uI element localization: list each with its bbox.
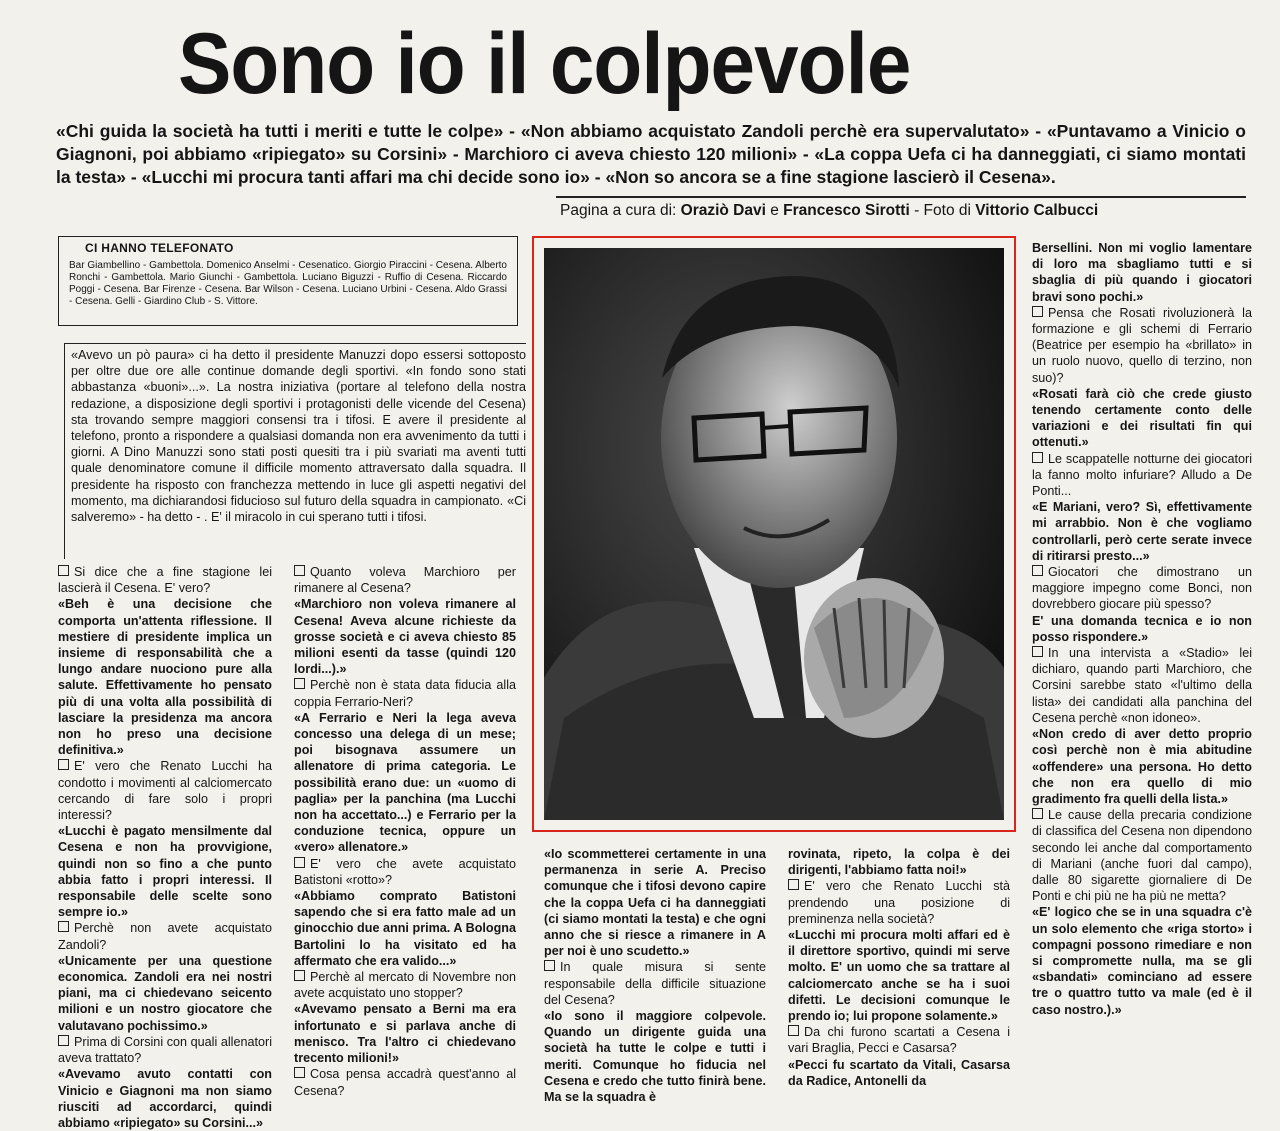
question-text: Le scappatelle notturne dei giocatori la fanno molto infuriare? Alludo a De Ponti... xyxy=(1032,451,1252,499)
question xyxy=(788,878,1010,927)
checkbox-bullet-icon xyxy=(58,1035,69,1046)
question xyxy=(1032,305,1252,386)
question-text: Prima di Corsini con quali allenatori aveva trattato? xyxy=(58,1034,272,1066)
question xyxy=(1032,645,1252,726)
column-4 xyxy=(788,846,1010,1106)
answer: rovinata, ripeto, la colpa è dei dirigenti, l'abbiamo fatta noi!» xyxy=(788,847,1010,878)
intro-paragraph xyxy=(64,343,526,559)
checkbox-bullet-icon xyxy=(544,960,555,971)
question-text: Le cause della precaria condizione di classifica del Cesena non dipendono secondo lei anche dal comportamento di Mariani (anche fuori dal campo), dalle 80 sigarette giornaliere di De Ponti e chi più ne ha più ne metta? xyxy=(1032,808,1252,904)
question-text: Cosa pensa accadrà quest'anno al Cesena? xyxy=(294,1067,516,1098)
phone-callers-box xyxy=(58,236,518,326)
answer: «Avevamo pensato a Berni ma era infortunato e si parlava anche di menisco. Tra l'altro ci chiedevano trecento milioni!» xyxy=(294,1002,516,1066)
checkbox-bullet-icon xyxy=(1032,565,1043,576)
question-text: Si dice che a fine stagione lei lascierà il Cesena. E' vero? xyxy=(58,565,272,596)
credits-rule xyxy=(556,196,1246,198)
checkbox-bullet-icon xyxy=(1032,452,1043,463)
question xyxy=(1032,564,1252,613)
answer: «Avevamo avuto contatti con Vinicio e Giagnoni ma non siamo riusciti ad accordarci, quindi abbiamo «ripiegato» su Corsini...» xyxy=(58,1067,272,1130)
question xyxy=(58,920,272,952)
author-2: Francesco Sirotti xyxy=(783,202,910,219)
question xyxy=(294,969,516,1001)
column-1 xyxy=(58,564,272,1130)
question xyxy=(294,856,516,888)
checkbox-bullet-icon xyxy=(294,970,305,981)
answer: «Unicamente per una questione economica. Zandoli era nei nostri piani, ma ci chiedevano seicento milioni e un nostro giocatore che valutavano pochissimo.» xyxy=(58,953,272,1033)
checkbox-bullet-icon xyxy=(58,759,69,770)
question-text: Perchè non è stata data fiducia alla coppia Ferrario-Neri? xyxy=(294,678,516,709)
photo-frame xyxy=(532,236,1016,832)
question-text: In una intervista a «Stadio» lei dichiaro, quando parti Marchioro, che Corsini sarebbe stato «l'ultimo della lista» dei candidati alla panchina del Cesena perchè «non idoneo». xyxy=(1032,646,1252,725)
answer: «E Mariani, vero? Sì, effettivamente mi arrabbio. Non è che vogliamo controllarli, però certe serate invece di ritirarsi presto...» xyxy=(1032,500,1252,563)
photo-credit-prefix: - Foto di xyxy=(909,202,976,219)
checkbox-bullet-icon xyxy=(294,565,305,576)
checkbox-bullet-icon xyxy=(58,565,69,576)
question xyxy=(1032,451,1252,500)
question-text: Pensa che Rosati rivoluzionerà la formazione e gli schemi di Ferrario (Beatrice per esempio ha «brillato» in un ruolo nuovo, quello di terzino, non suo)? xyxy=(1032,305,1252,385)
intro-text: «Avevo un pò paura» ci ha detto il presidente Manuzzi dopo essersi sottoposto per oltre due ore alle continue domande degli sportivi. «In fondo sono stati abbastanza «buoni»...». La nostra iniziativa (portare al telefono della nostra redazione, a disposizione degli sportivi i protagonisti delle vicende del Cesena) sta trovando sempre maggiori consensi tra i tifosi. E avere il presidente al telefono, pronto a rispondere a qualsiasi domanda non era avvenimento da tutti i giorni. A Dino Manuzzi sono stati posti quesiti tra i più svariati ma aventi tutti quale denominatore comune il difficile momento attraversato dalla squadra. Il presidente ha risposto con franchezza mettendo in luce gli aspetti negativi del momento, ma dichiarandosi fiducioso sul futuro della squadra in campionato. «Ci salveremo» - ha detto - . E' il miracolo in cui sperano tutti i tifosi. xyxy=(71,348,526,525)
column-5 xyxy=(1032,240,1252,1110)
phone-box-title: CI HANNO TELEFONATO xyxy=(85,241,234,255)
answer: «Marchioro non voleva rimanere al Cesena! Aveva alcune richieste da grosse società e ci aveva chiesto 85 milioni esenti da tasse (quindi 120 lordi...).» xyxy=(294,597,516,677)
answer: «E' logico che se in una squadra c'è un solo elemento che «riga storto» i compagni possono rimediare e non si compromette nulla, ma se gli «sbandati» cominciano ad essere tre o quattro tutto va male (ed è il caso nostro.).» xyxy=(1032,905,1252,1017)
question-text: E' vero che Renato Lucchi ha condotto i movimenti al calciomercato cercando di fare solo i propri interessi? xyxy=(58,759,272,823)
question xyxy=(544,959,766,1008)
answer: Bersellini. Non mi voglio lamentare di loro ma sbagliamo tutti e si sbaglia di più quando i giocatori bravi sono pochi.» xyxy=(1032,241,1252,304)
portrait-photo xyxy=(544,248,1004,820)
question xyxy=(294,564,516,596)
answer: «A Ferrario e Neri la lega aveva concesso una delega di un mese; poi bisognava assumere un allenatore di prima categoria. Le possibilità erano due: un «uomo di paglia» per la panchina (ma Lucchi non ha accettato...) e Ferrario per la conduzione tecnica, oppure un «vero» allenatore.» xyxy=(294,710,516,855)
answer: «Non credo di aver detto proprio così perchè non è mia abitudine «offendere» una persona. Ho detto che non era quello di mio gradimento fra quelli della lista.» xyxy=(1032,727,1252,806)
credits-prefix: Pagina a cura di: xyxy=(560,202,681,219)
headline: Sono io il colpevole xyxy=(178,16,911,112)
question xyxy=(788,1024,1010,1056)
credits-line xyxy=(560,201,1250,221)
answer: «Io scommetterei certamente in una permanenza in serie A. Preciso comunque che i tifosi devono capire che la coppa Uefa ci ha danneggiati (ci siamo montati la testa) e che ogni anno che si riesce a rimanere in A per noi è uno scudetto.» xyxy=(544,847,766,959)
checkbox-bullet-icon xyxy=(1032,808,1043,819)
answer: «Lucchi mi procura molti affari ed è il direttore sportivo, quindi mi serve molto. E' un uomo che sa trattare al calciomercato anche se ha i suoi difetti. Le decisioni comunque le prendo io; lui propone solamente.» xyxy=(788,928,1010,1024)
question xyxy=(58,1034,272,1066)
checkbox-bullet-icon xyxy=(1032,646,1043,657)
question-text: E' vero che Renato Lucchi stà prendendo una posizione di preminenza nella società? xyxy=(788,879,1010,926)
question-text: Perchè al mercato di Novembre non avete acquistato uno stopper? xyxy=(294,970,516,1001)
answer: «Pecci fu scartato da Vitali, Casarsa da Radice, Antonelli da xyxy=(788,1057,1010,1088)
question xyxy=(1032,807,1252,904)
column-3 xyxy=(544,846,766,1106)
photographer: Vittorio Calbucci xyxy=(975,202,1099,219)
author-1: Oraziò Davi xyxy=(680,202,766,219)
answer: «Abbiamo comprato Batistoni sapendo che si era fatto male ad un ginocchio due anni prima. A Bologna Bartolini lo ha visitato ed ha affermato che era valido...» xyxy=(294,889,516,968)
answer: «Rosati farà ciò che crede giusto tenendo certamente conto delle variazioni e dei risultati fin qui ottenuti.» xyxy=(1032,386,1252,450)
question-text: E' vero che avete acquistato Batistoni «rotto»? xyxy=(294,856,516,887)
question-text: Da chi furono scartati a Cesena i vari Braglia, Pecci e Casarsa? xyxy=(788,1025,1010,1056)
question-text: Giocatori che dimostrano un maggiore impegno come Bonci, non dovrebbero giocare più spesso? xyxy=(1032,565,1252,612)
portrait-illustration xyxy=(544,248,1004,820)
question xyxy=(58,758,272,823)
checkbox-bullet-icon xyxy=(788,879,799,890)
question-text: Perchè non avete acquistato Zandoli? xyxy=(58,921,272,952)
question xyxy=(294,1066,516,1098)
question xyxy=(294,677,516,709)
checkbox-bullet-icon xyxy=(788,1025,799,1036)
answer: «Lucchi è pagato mensilmente dal Cesena e non ha provvigione, quindi non so fino a che punto abbia fatto i propri interessi. Il responsabile delle scelte sono sempre io.» xyxy=(58,824,272,920)
checkbox-bullet-icon xyxy=(294,857,305,868)
credits-and: e xyxy=(765,202,784,219)
question-text: Quanto voleva Marchioro per rimanere al Cesena? xyxy=(294,565,516,596)
column-2 xyxy=(294,564,516,1109)
question xyxy=(58,564,272,596)
answer: «Io sono il maggiore colpevole. Quando un dirigente guida una società ha tutte le colpe e tutti i meriti. Comunque ho fiducia nel Cesena e credo che tutto finirà bene. Ma se la squadra è xyxy=(544,1009,766,1105)
checkbox-bullet-icon xyxy=(294,678,305,689)
subheadline: «Chi guida la società ha tutti i meriti e tutte le colpe» - «Non abbiamo acquistato Zandoli perchè era supervalutato» - «Puntavamo a Vinicio o Giagnoni, poi abbiamo «ripiegato» su Corsini» - Marchioro ci aveva chiesto 120 milioni» - «La coppa Uefa ci ha danneggiati, ci siamo montati la testa» - «Lucchi mi procura tanti affari ma chi decide sono io» - «Non so ancora se a fine stagione lascierò il Cesena». xyxy=(56,121,1246,187)
checkbox-bullet-icon xyxy=(58,921,69,932)
checkbox-bullet-icon xyxy=(294,1067,305,1078)
phone-box-text: Bar Giambellino - Gambettola. Domenico Anselmi - Cesenatico. Giorgio Piraccini - Cesena. Alberto Ronchi - Gambettola. Mario Giunchi - Gambettola. Luciano Biguzzi - Ruffio di Cesena. Riccardo Poggi - Cesena. Bar Firenze - Cesena. Bar Wilson - Cesena. Luciano Urbini - Cesena. Aldo Grassi - Cesena. Gelli - Giardino Club - S. Vittore. xyxy=(69,260,507,307)
question-text: In quale misura si sente responsabile della difficile situazione del Cesena? xyxy=(544,960,766,1007)
answer: E' una domanda tecnica e io non posso rispondere.» xyxy=(1032,613,1252,644)
answer: «Beh è una decisione che comporta un'attenta riflessione. Il mestiere di presidente implica un insieme di responsabilità che a lungo andare nuociono pure alla salute. Effettivamente ho pensato più di una volta alla possibilità di lasciare la presidenza ma ancora non ho preso una decisione definitiva.» xyxy=(58,597,272,758)
checkbox-bullet-icon xyxy=(1032,306,1043,317)
